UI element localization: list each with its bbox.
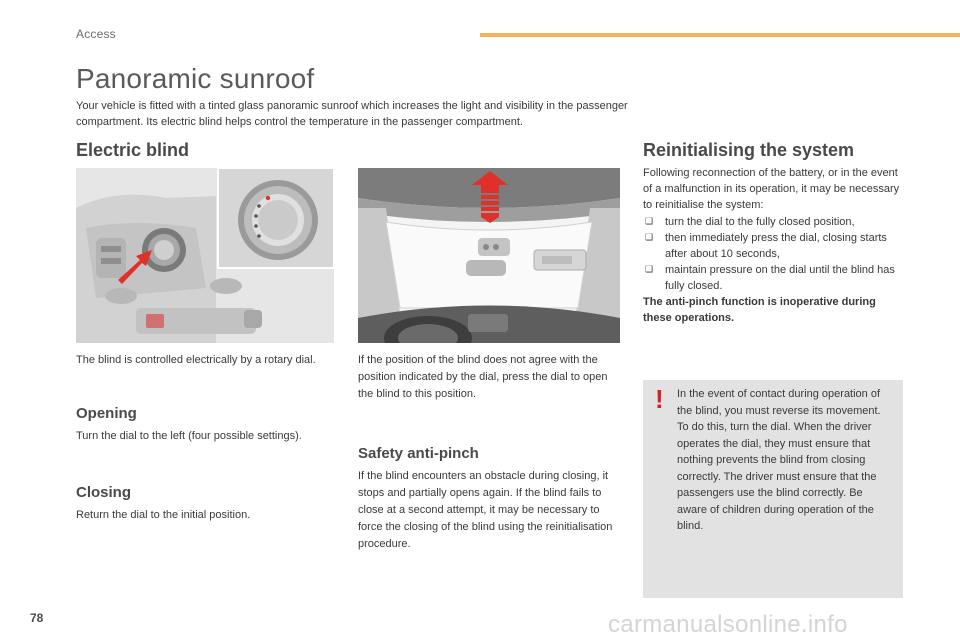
list-item: ❑ maintain pressure on the dial until the blind has fully closed. [645,264,895,292]
dial-illustration-drawing [76,168,334,343]
windscreen-illustration [358,168,620,343]
mismatch-text: If the position of the blind does not agree with the position indicated by the dial, press the dial to open the blind to this position. [358,354,608,400]
electric-blind-heading: Electric blind [76,140,190,160]
reinitialising-heading: Reinitialising the system [643,140,855,160]
checkbox-icon: ❑ [645,264,654,274]
watermark: carmanualsonline.info [608,611,848,638]
intro-paragraph: Your vehicle is fitted with a tinted glass panoramic sunroof which increases the light and visibility in the passenger compartment. Its electric blind helps control the temperature in the passenger compartment. [76,100,628,128]
page-number: 78 [30,611,44,625]
accent-bar [480,33,960,37]
closing-text: Return the dial to the initial position. [76,509,251,521]
closing-heading: Closing [76,484,131,501]
warning-box [643,380,903,598]
warning-text: In the event of contact during operation of the blind, you must reverse its movement. To do this, turn the dial. When the driver operates the dial, they must ensure that nothing prevents the blind from closing correctly. The driver must ensure that the passengers use the blind correctly. Be aware of children during operation of the blind. [677,388,881,532]
section-label: Access [76,27,116,41]
reinitialising-note: The anti-pinch function is inoperative during these operations. [643,296,876,324]
opening-text: Turn the dial to the left (four possible settings). [76,430,302,442]
safety-anti-pinch-heading: Safety anti-pinch [358,445,479,462]
safety-anti-pinch-text: If the blind encounters an obstacle during closing, it stops and partially opens again. If the blind fails to close at a second attempt, it may be necessary to force the closing of the blind using the reinitialisation procedure. [358,470,613,550]
opening-heading: Opening [76,405,137,422]
electric-blind-description: The blind is controlled electrically by a rotary dial. [76,354,316,366]
page-title: Panoramic sunroof [76,63,315,94]
dial-illustration [76,168,334,343]
windscreen-illustration-drawing [358,168,620,343]
warning-icon: ! [655,384,664,414]
checkbox-icon: ❑ [645,216,654,226]
list-item: ❑ turn the dial to the fully closed position, [645,216,855,228]
reinitialising-steps [643,214,905,294]
list-item: ❑ then immediately press the dial, closing starts after about 10 seconds, [645,232,887,260]
checkbox-icon: ❑ [645,232,654,242]
reinitialising-intro: Following reconnection of the battery, or in the event of a malfunction in its operation, it may be necessary to reinitialise the system: [643,167,900,211]
